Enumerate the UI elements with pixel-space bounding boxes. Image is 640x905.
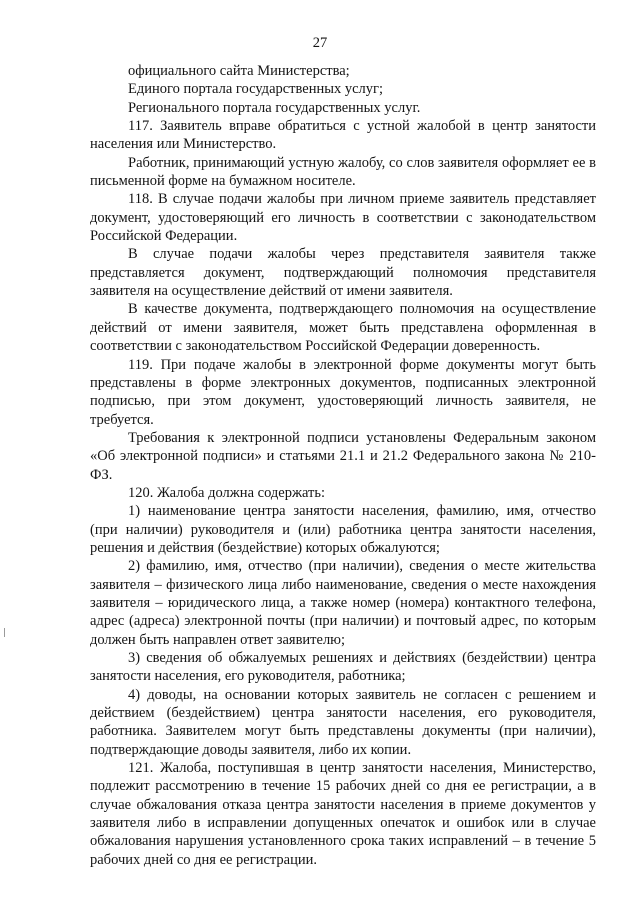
paragraph-117: 117. Заявитель вправе обратиться с устной жалобой в центр занятости населения или Министерство. (90, 118, 596, 153)
paragraph-signature-requirements: Требования к электронной подписи установлены Федеральным законом «Об электронной подписи» и статьями 21.1 и 21.2 Федерального закона № 210-ФЗ. (90, 429, 596, 483)
list-item-2: 2) фамилию, имя, отчество (при наличии), сведения о месте жительства заявителя – физического лица либо наименование, сведения о месте нахождения заявителя – юридического лица, а также номер (номера) контактного телефона, адрес (адреса) электронной почты (при наличии) и почтовый адрес, по которым должен быть направлен ответ заявителю; (90, 558, 596, 648)
paragraph-regional-portal: Регионального портала государственных услуг. (128, 99, 421, 116)
list-item-3: 3) сведения об обжалуемых решениях и действиях (бездействии) центра занятости населения, его руководителя, работника; (90, 650, 596, 685)
paragraph-oral-complaint: Работник, принимающий устную жалобу, со слов заявителя оформляет ее в письменной форме на бумажном носителе. (90, 154, 596, 190)
scan-margin-mark (4, 628, 5, 637)
document-body (90, 62, 596, 869)
paragraph-power-of-attorney: В качестве документа, подтверждающего полномочия на осуществление действий от имени заявителя, может быть представлена оформленная в соответствии с законодательством Российской Федерации доверенность. (90, 301, 596, 355)
paragraph-121: 121. Жалоба, поступившая в центр занятости населения, Министерство, подлежит рассмотрению в течение 15 рабочих дней со дня ее регистрации, а в случае обжалования отказа центра занятости населения в приеме документов у заявителя либо в исправлении допущенных опечаток и ошибок или в случае обжалования нарушения установленного срока таких исправлений – в течение 5 рабочих дней со дня ее регистрации. (90, 760, 596, 868)
paragraph-site-ministry: официального сайта Министерства; (128, 63, 350, 79)
list-item-4: 4) доводы, на основании которых заявитель не согласен с решением и действием (бездействием) центра занятости населения, его руководителя, работника. Заявителем могут быть представлены документы (при наличии), подтверждающие доводы заявителя, либо их копии. (90, 686, 596, 758)
paragraph-representative: В случае подачи жалобы через представителя заявителя также представляется документ, подтверждающий полномочия представителя заявителя на осуществление действий от имени заявителя. (90, 246, 596, 300)
paragraph-118: 118. В случае подачи жалобы при личном приеме заявитель представляет документ, удостоверяющий его личность в соответствии с законодательством Российской Федерации. (90, 191, 596, 245)
paragraph-120: 120. Жалоба должна содержать: (128, 484, 326, 501)
list-item-1: 1) наименование центра занятости населения, фамилию, имя, отчество (при наличии) руководителя и (или) работника центра занятости населения, решения и действия (бездействие) которых обжалуются; (90, 503, 596, 556)
paragraph-unified-portal: Единого портала государственных услуг; (128, 81, 384, 98)
page-number: 27 (312, 35, 328, 51)
paragraph-119: 119. При подаче жалобы в электронной форме документы могут быть представлены в форме электронных документов, подписанных электронной подписью, при этом документ, удостоверяющий личность заявителя, не требуется. (90, 356, 596, 428)
